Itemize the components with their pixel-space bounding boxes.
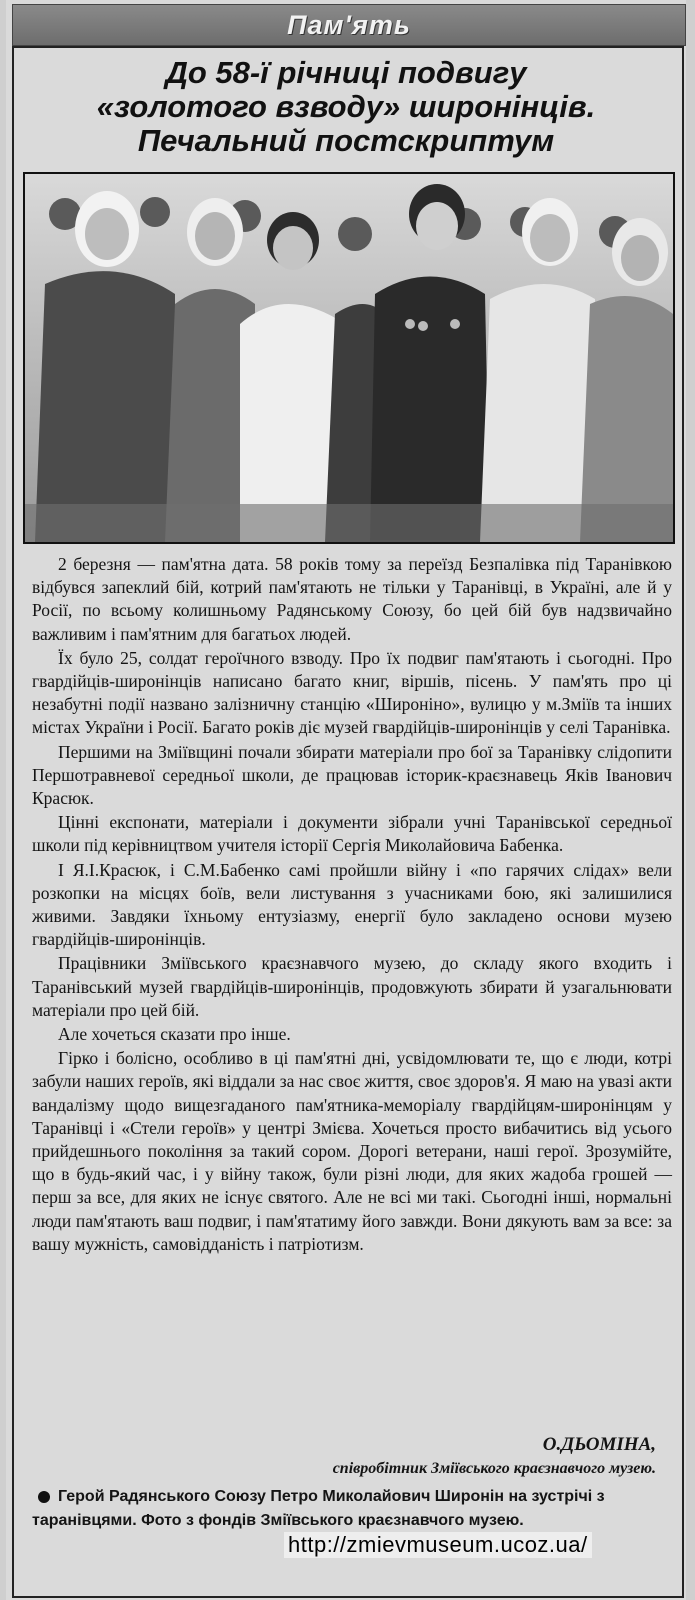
section-rubric bbox=[12, 4, 686, 46]
paragraph: І Я.І.Красюк, і С.М.Бабенко самі пройшли війну і «по гарячих слідах» вели розкопки на місцях боїв, вели листування з учасниками бою, які залишилися живими. Завдяки їхньому ентузіазму, енергії було закладено основи музею гвардійців-широнінців. bbox=[32, 859, 672, 950]
paragraph: Працівники Зміївського краєзнавчого музею, до складу якого входить і Таранівський музей гвардійців-широнінців, продовжують збирати й узагальнювати матеріали про цей бій. bbox=[32, 953, 672, 1020]
author-role: співробітник Зміївського краєзнавчого музею. bbox=[332, 1460, 656, 1477]
author-name: О.ДЬОМІНА, bbox=[542, 1434, 656, 1455]
article-body bbox=[32, 553, 672, 1257]
paragraph: Цінні експонати, матеріали і документи зібрали учні Таранівської середньої школи під керівництвом учителя історії Сергія Миколайовича Бабенка. bbox=[32, 812, 672, 856]
paragraph: Першими на Зміївщині почали збирати матеріали про бої за Таранівку слідопити Першотравневої середньої школи, де працював історик-краєзнавець Яків Іванович Красюк. bbox=[32, 741, 672, 809]
caption-text: Герой Радянського Союзу Петро Миколайович Широнін на зустрічі з таранівцями. Фото з фондів Зміївського краєзнавчого музею. bbox=[32, 1488, 605, 1529]
paragraph: 2 березня — пам'ятна дата. 58 років тому за переїзд Безпалівка під Таранівкою відбувся запеклий бій, котрий пам'ятають не тільки у Таранівці, в Україні, але й у Росії, по всьому колишньому Радянському Союзу, бо цей бій був надзвичайно важливим і пам'ятним для багатьох людей. bbox=[32, 554, 672, 644]
headline bbox=[26, 56, 666, 158]
author-signature bbox=[333, 1432, 656, 1480]
paragraph: Але хочеться сказати про інше. bbox=[58, 1024, 291, 1045]
photo-caption bbox=[32, 1485, 672, 1533]
group-photo-icon bbox=[23, 172, 675, 544]
bullet-icon bbox=[38, 1491, 50, 1503]
watermark-url: http://zmievmuseum.ucoz.ua/ bbox=[284, 1532, 592, 1558]
headline-line: Печальний постскриптум bbox=[137, 123, 555, 158]
headline-line: До 58-ї річниці подвигу bbox=[165, 55, 527, 90]
headline-line: «золотого взводу» широнінців. bbox=[96, 89, 596, 124]
newspaper-clipping bbox=[6, 0, 686, 1600]
paragraph: Їх було 25, солдат героїчного взводу. Про їх подвиг пам'ятають і сьогодні. Про гвардійців-широнінців написано багато книг, віршів, пісень. У пам'ять про ці незабутні події названо залізничну станцію «Широніно», вулицю у м.Зміїв та інших містах України і Росії. Багато років діє музей гвардійців-широнінців у селі Таранівка. bbox=[32, 647, 672, 738]
paragraph: Гірко і болісно, особливо в ці пам'ятні дні, усвідомлювати те, що є люди, котрі забули наших героїв, які віддали за нас своє життя, своє здоров'я. Я маю на увазі акти вандалізму щодо вищезгаданого пам'ятника-меморіалу гвардійцям-широнінцям у Таранівці і «Стели героїв» у центрі Змієва. Хочеться просто вибачитись від усього прийдешнього покоління за такий сором. Дорогі ветерани, наші герої. Зрозумійте, що в будь-який час, і у війну також, були різні люди, для яких жадоба грошей — перш за все, для яких не існує святого. Але не всі ми такі. Сьогодні інші, нормальні люди пам'ятають ваш подвиг, і пам'ятатиму його завжди. Вони дякують вам за все: за вашу мужність, самовідданість і патріотизм. bbox=[32, 1048, 672, 1254]
rubric-title: Пам'ять bbox=[287, 9, 411, 40]
